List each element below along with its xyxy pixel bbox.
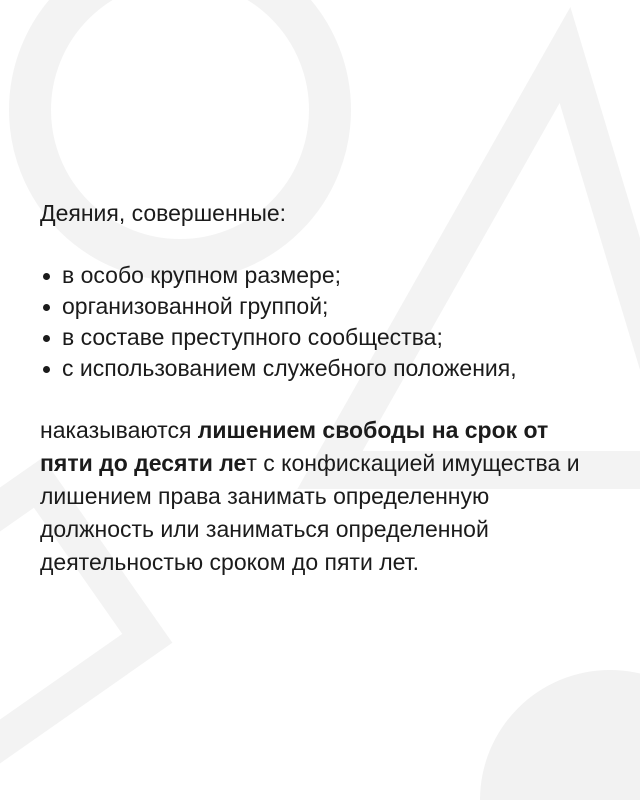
main-text-block	[40, 197, 600, 579]
penalty-emphasis: лишением свободы на срок от пяти до десяти ле	[40, 417, 549, 476]
bullet-item	[40, 260, 600, 291]
bullet-dot	[43, 304, 50, 311]
bullet-dot	[43, 335, 50, 342]
bullet-item	[40, 322, 600, 353]
penalty-lead: наказываются	[40, 417, 198, 443]
bullet-item	[40, 291, 600, 322]
penalty-rest: т с конфискацией имущества и лишением права занимать определенную должность или заниматься определенной деятельностью сроком до пяти лет.	[40, 450, 580, 575]
bullet-text: с использованием служебного положения,	[62, 355, 517, 381]
bullet-text: в составе преступного сообщества;	[62, 324, 443, 350]
bullet-dot	[43, 366, 50, 373]
bullet-text: организованной группой;	[62, 293, 329, 319]
bullet-text: в особо крупном размере;	[62, 262, 341, 288]
bullet-dot	[43, 273, 50, 280]
bullet-list	[40, 260, 600, 384]
intro-text: Деяния, совершенные:	[40, 200, 287, 226]
decorative-circle-bottom	[480, 670, 640, 800]
bullet-item	[40, 353, 600, 384]
penalty-paragraph	[40, 414, 600, 579]
